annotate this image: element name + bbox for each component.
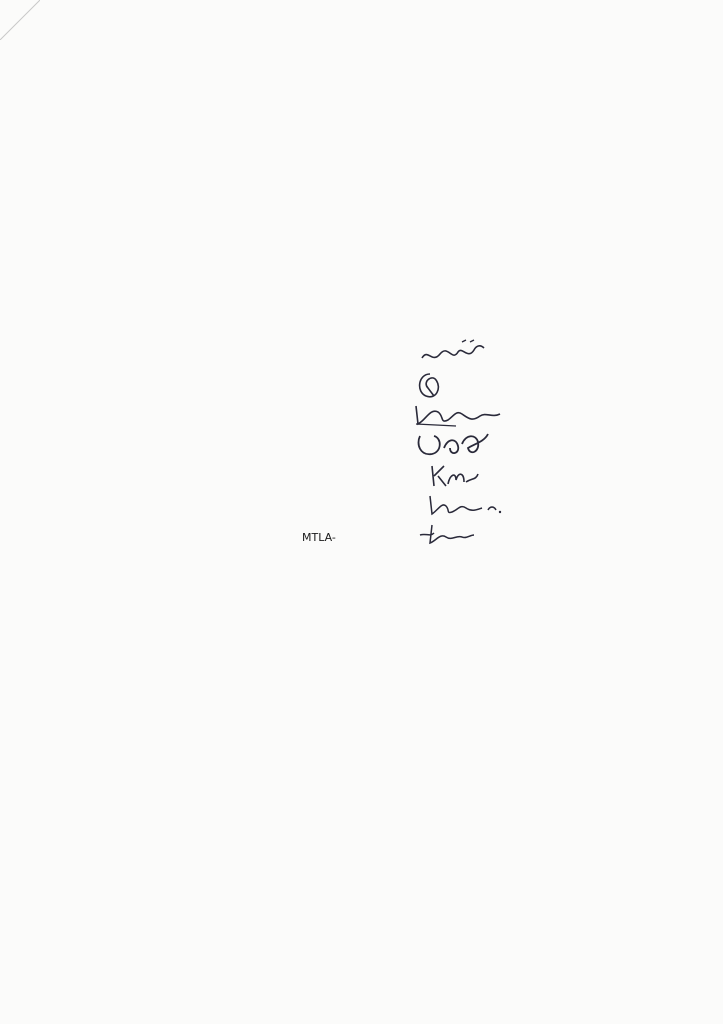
signature-7 (416, 521, 476, 547)
signature-2 (412, 370, 448, 402)
signature-4 (414, 428, 494, 460)
folded-corner-mark (0, 0, 40, 40)
signature-3 (412, 400, 504, 430)
signature-1 (418, 338, 488, 372)
signatory-id: MTLA- (302, 531, 336, 544)
signature-5 (426, 460, 482, 492)
signature-6 (424, 492, 504, 520)
